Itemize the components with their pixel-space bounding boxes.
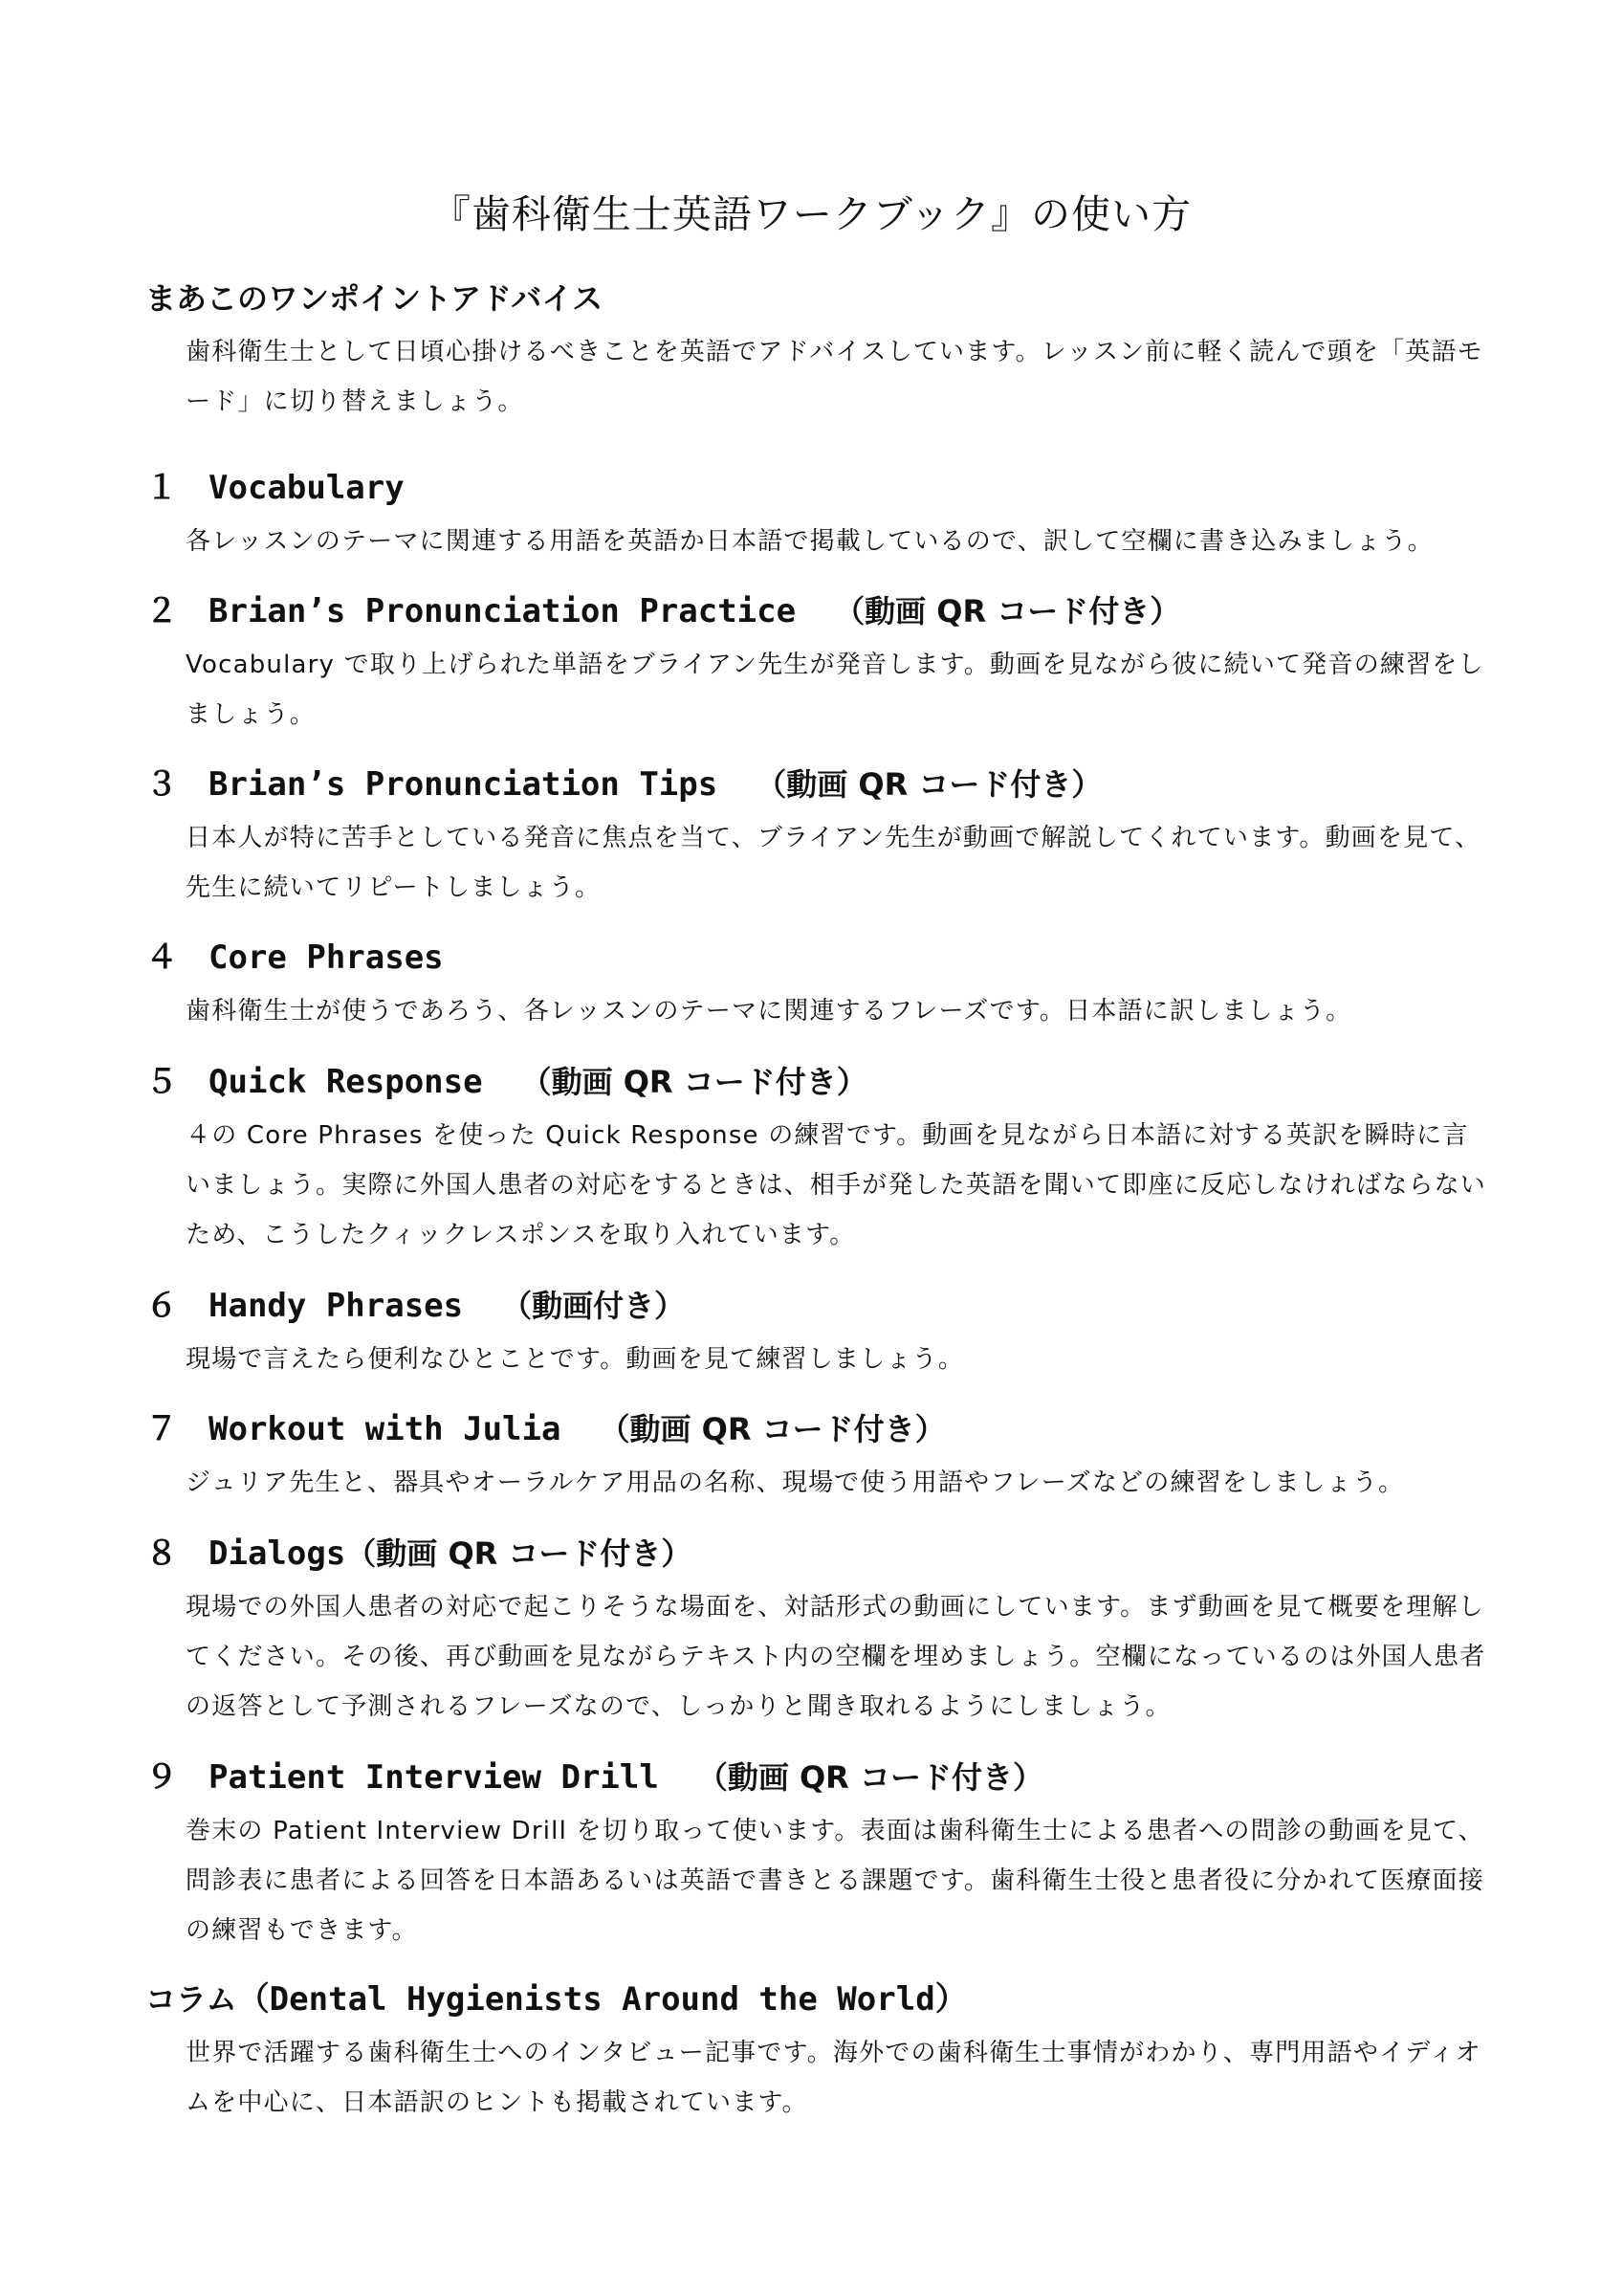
section-label: Core Phrases [208, 938, 444, 977]
section-body: 巻末の Patient Interview Drill を切り取って使います。表面は歯科衛生士による患者への問診の動画を見て、問診表に患者による回答を日本語あるいは英語で書きとる課題です。歯科衛生士役と患者役に分かれて医療面接の練習もできます。 [186, 1817, 1484, 1945]
section-handy-phrases [145, 1285, 1503, 1384]
section-label: Handy Phrases [208, 1287, 464, 1325]
section-heading [145, 277, 1503, 320]
section-label: Quick Response [208, 1063, 483, 1101]
section-heading [145, 1533, 1503, 1575]
section-body: 世界で活躍する歯科衛生士へのインタビュー記事です。海外での歯科衛生士事情がわかり、専門用語やイディオムを中心に、日本語訳のヒントも掲載されています。 [186, 2039, 1481, 2117]
section-core-phrases [145, 937, 1503, 1036]
section-label: Dialogs [208, 1534, 346, 1573]
section-number: ３ [145, 765, 178, 804]
section-label: Brian’s Pronunciation Practice [208, 592, 797, 630]
section-number: ４ [145, 938, 178, 977]
section-body: 各レッスンのテーマに関連する用語を英語か日本語で掲載しているので、訳して空欄に書き込みましょう。 [186, 527, 1434, 556]
video-qr-tag: （動画 QR コード付き） [599, 1411, 946, 1447]
section-patient-interview-drill [145, 1756, 1503, 1955]
section-heading [145, 1285, 1503, 1327]
section-label: Vocabulary [208, 469, 405, 507]
video-qr-tag: （動画 QR コード付き） [696, 1759, 1043, 1796]
section-heading [145, 590, 1503, 632]
video-tag: （動画付き） [501, 1288, 686, 1324]
section-number: ５ [145, 1063, 178, 1101]
section-number: ９ [145, 1758, 178, 1797]
section-body: 現場での外国人患者の対応で起こりそうな場面を、対話形式の動画にしています。まず動画を見て概要を理解してください。その後、再び動画を見ながらテキスト内の空欄を埋めましょう。空欄になっているのは外国人患者の返答として予測されるフレーズなので、しっかりと聞き取れるようにしましょう。 [186, 1593, 1486, 1721]
section-label: Brian’s Pronunciation Tips [208, 765, 718, 804]
section-label: まあこのワンポイントアドバイス [145, 280, 603, 317]
section-label: コラム [145, 1981, 237, 2018]
section-heading [145, 1408, 1503, 1450]
section-body: 日本人が特に苦手としている発音に焦点を当て、ブライアン先生が動画で解説してくれています。動画を見て、先生に続いてリピートしましょう。 [186, 824, 1481, 902]
section-body: 現場で言えたら便利なひとことです。動画を見て練習しましょう。 [186, 1345, 964, 1374]
section-quick-response [145, 1061, 1503, 1260]
section-number: ８ [145, 1534, 178, 1573]
section-heading [145, 1756, 1503, 1799]
section-body: 歯科衛生士が使うであろう、各レッスンのテーマに関連するフレーズです。日本語に訳しましょう。 [186, 997, 1352, 1026]
section-vocabulary [145, 467, 1503, 566]
page-title: 『歯科衛生士英語ワークブック』の使い方 [430, 191, 1193, 237]
section-number: ２ [145, 592, 178, 630]
section-body: 歯科衛生士として日頃心掛けるべきことを英語でアドバイスしています。レッスン前に軽く読んで頭を「英語モード」に切り替えましょう。 [186, 338, 1483, 416]
section-column [145, 1978, 1503, 2128]
section-label: Workout with Julia [208, 1410, 561, 1448]
section-heading [145, 763, 1503, 806]
section-number: １ [145, 469, 178, 507]
section-dialogs [145, 1533, 1503, 1732]
video-qr-tag: （動画 QR コード付き） [345, 1535, 692, 1572]
section-body: Vocabulary で取り上げられた単語をブライアン先生が発音します。動画を見ながら彼に続いて発音の練習をしましょう。 [186, 651, 1484, 729]
section-advice [145, 277, 1503, 427]
column-subtitle: （Dental Hygienists Around the World） [236, 1980, 968, 2019]
video-qr-tag: （動画 QR コード付き） [834, 593, 1181, 629]
section-heading [145, 1061, 1503, 1103]
section-heading [145, 467, 1503, 509]
section-label: Patient Interview Drill [208, 1758, 659, 1797]
section-number: ７ [145, 1410, 178, 1448]
section-workout-julia [145, 1408, 1503, 1508]
video-qr-tag: （動画 QR コード付き） [520, 1064, 867, 1100]
section-pronunciation-tips [145, 763, 1503, 913]
video-qr-tag: （動画 QR コード付き） [756, 766, 1103, 803]
section-body: ４の Core Phrases を使った Quick Response の練習です。動画を見ながら日本語に対する英訳を瞬時に言いましょう。実際に外国人患者の対応をするときは、相手が発した英語を聞いて即座に反応しなければならないため、こうしたクィックレスポンスを取り入れています。 [186, 1121, 1487, 1249]
section-pronunciation-practice [145, 590, 1503, 740]
section-number: ６ [145, 1287, 178, 1325]
section-heading [145, 1978, 1503, 2020]
section-heading [145, 937, 1503, 979]
section-body: ジュリア先生と、器具やオーラルケア用品の名称、現場で使う用語やフレーズなどの練習をしましょう。 [186, 1468, 1405, 1497]
